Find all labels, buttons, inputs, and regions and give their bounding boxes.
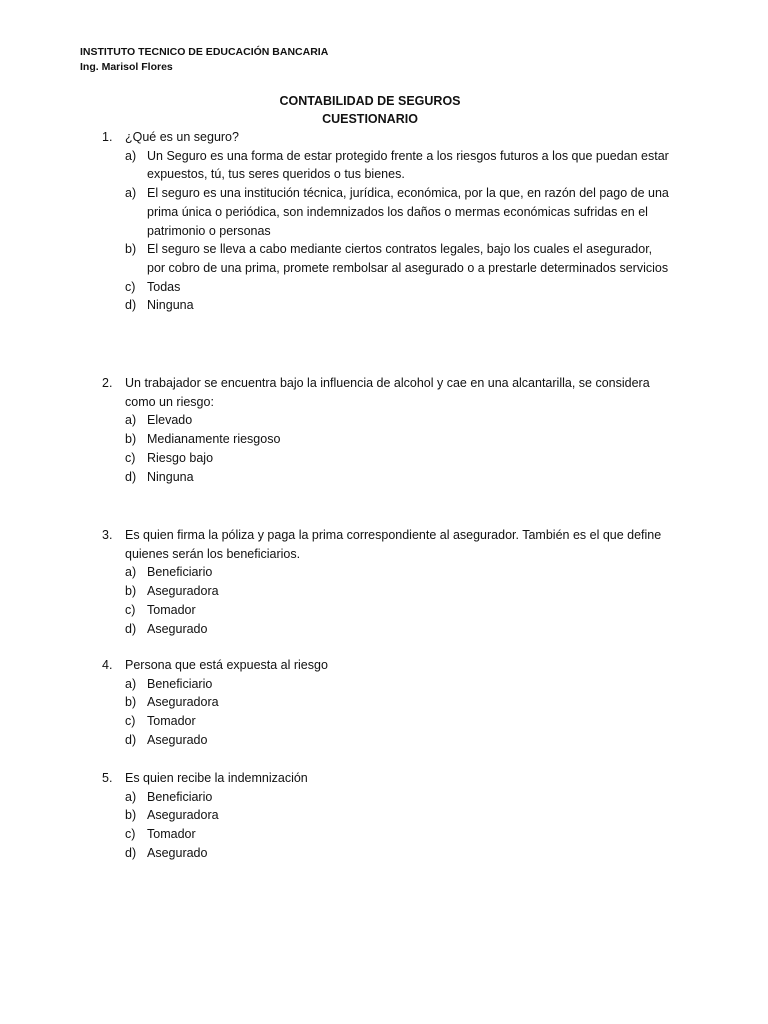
option-text: Aseguradora	[147, 808, 219, 823]
option-letter: d)	[125, 469, 137, 484]
author-name: Ing. Marisol Flores	[80, 61, 173, 73]
question-4	[102, 656, 672, 750]
option-letter: c)	[125, 714, 136, 729]
question-text: ¿Qué es un seguro?	[125, 130, 239, 144]
option-text: Todas	[147, 279, 181, 294]
option-letter: a)	[125, 565, 137, 580]
option-letter: d)	[125, 621, 137, 636]
option-text: Medianamente riesgoso	[147, 432, 281, 447]
option-item	[125, 468, 672, 487]
option-item	[125, 806, 672, 825]
option-text: Tomador	[147, 602, 196, 617]
option-text: Asegurado	[147, 621, 208, 636]
option-item	[125, 825, 672, 844]
option-text: El seguro es una institución técnica, jurídica, económica, por la que, en razón del pago de una prima única o periódica, son indemnizados los daños o mermas económicas sufridas en el patrimonio o personas	[147, 186, 669, 238]
option-letter: c)	[125, 450, 136, 465]
options-list	[125, 411, 672, 486]
option-text: Beneficiario	[147, 789, 213, 804]
option-text: Asegurado	[147, 732, 208, 747]
options-list	[125, 675, 672, 750]
option-item	[125, 788, 672, 807]
option-item	[125, 582, 672, 601]
option-letter: b)	[125, 584, 137, 599]
option-item	[125, 731, 672, 750]
question-text: Es quien recibe la indemnización	[125, 771, 308, 785]
question-number: 4.	[102, 658, 113, 672]
option-letter: c)	[125, 602, 136, 617]
option-letter: a)	[125, 676, 137, 691]
option-letter: b)	[125, 808, 137, 823]
option-item	[125, 147, 672, 184]
option-item	[125, 278, 672, 297]
course-title: CONTABILIDAD DE SEGUROS	[279, 94, 461, 108]
options-list	[125, 147, 672, 315]
option-text: El seguro se lleva a cabo mediante ciertos contratos legales, bajo los cuales el asegurador, por cobro de una prima, promete rembolsar al asegurado o a prestarle determinados servicios	[147, 242, 669, 275]
option-item	[125, 844, 672, 863]
options-list	[125, 563, 672, 638]
option-letter: d)	[125, 732, 137, 747]
option-letter: c)	[125, 827, 136, 842]
options-list	[125, 788, 672, 863]
option-letter: a)	[125, 148, 137, 163]
questionnaire-title: CUESTIONARIO	[322, 112, 418, 126]
option-text: Beneficiario	[147, 676, 213, 691]
option-letter: b)	[125, 695, 137, 710]
option-text: Tomador	[147, 827, 196, 842]
option-text: Beneficiario	[147, 565, 213, 580]
option-text: Ninguna	[147, 298, 194, 313]
question-number: 2.	[102, 376, 113, 390]
question-text: Persona que está expuesta al riesgo	[125, 658, 328, 672]
option-text: Aseguradora	[147, 584, 219, 599]
option-text: Riesgo bajo	[147, 450, 214, 465]
question-number: 3.	[102, 528, 113, 542]
question-text: Es quien firma la póliza y paga la prima correspondiente al asegurador. También es el que define quienes serán los beneficiarios.	[125, 528, 662, 561]
question-2	[102, 374, 672, 486]
question-text: Un trabajador se encuentra bajo la influencia de alcohol y cae en una alcantarilla, se considera como un riesgo:	[125, 376, 650, 409]
institution-name: INSTITUTO TECNICO DE EDUCACIÓN BANCARIA	[80, 46, 329, 58]
option-text: Elevado	[147, 413, 193, 428]
option-text: Aseguradora	[147, 695, 219, 710]
question-3	[102, 526, 672, 638]
option-letter: a)	[125, 789, 137, 804]
question-number: 1.	[102, 130, 113, 144]
option-text: Ninguna	[147, 469, 194, 484]
option-item	[125, 601, 672, 620]
option-letter: a)	[125, 186, 137, 201]
option-item	[125, 675, 672, 694]
option-item	[125, 620, 672, 639]
option-item	[125, 712, 672, 731]
option-letter: d)	[125, 298, 137, 313]
option-letter: c)	[125, 279, 136, 294]
option-letter: d)	[125, 845, 137, 860]
question-number: 5.	[102, 771, 113, 785]
option-letter: a)	[125, 413, 137, 428]
option-letter: b)	[125, 242, 137, 257]
document-header	[80, 45, 328, 75]
option-letter: b)	[125, 432, 137, 447]
option-item	[125, 240, 672, 277]
option-item	[125, 184, 672, 240]
option-item	[125, 430, 672, 449]
document-title	[0, 92, 740, 128]
option-item	[125, 563, 672, 582]
option-text: Un Seguro es una forma de estar protegido frente a los riesgos futuros a los que puedan estar expuestos, tú, tus seres queridos o tus bienes.	[147, 148, 669, 182]
question-1	[102, 128, 672, 315]
option-item	[125, 449, 672, 468]
option-item	[125, 296, 672, 315]
option-item	[125, 411, 672, 430]
option-text: Asegurado	[147, 845, 208, 860]
option-item	[125, 693, 672, 712]
option-text: Tomador	[147, 714, 196, 729]
question-5	[102, 769, 672, 863]
